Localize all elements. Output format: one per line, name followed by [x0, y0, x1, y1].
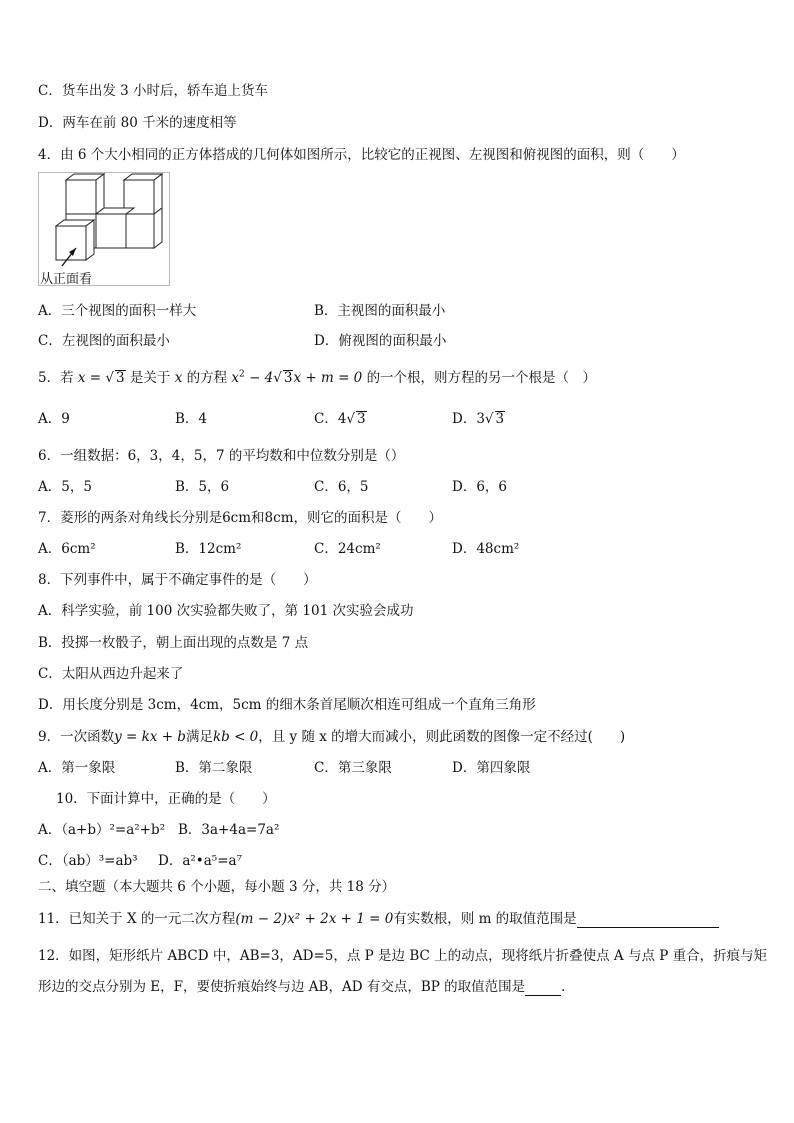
- q9-option-a: A．第一象限: [38, 760, 116, 776]
- q10-option-c: C．（ab）³=ab³: [38, 853, 138, 869]
- q5-option-c-pre: C．4: [314, 411, 347, 427]
- q8-option-a: A．科学实验，前 100 次实验都失败了，第 101 次实验会成功: [38, 603, 414, 619]
- sqrt-icon: √: [273, 370, 282, 386]
- q5-option-c-arg: 3: [357, 411, 366, 427]
- q6-option-c: C．6，5: [314, 479, 369, 495]
- q9-stem-post: ，且 y 随 x 的增大而减小，则此函数的图像一定不经过( ): [258, 729, 626, 745]
- q6-option-d: D．6，6: [452, 479, 508, 495]
- q8-option-d: D．用长度分别是 3cm，4cm，5cm 的细木条首尾顺次相连可组成一个直角三角形: [38, 697, 536, 713]
- q4-figure-caption: 从正面看: [40, 272, 93, 287]
- q5-option-a: A．9: [38, 411, 70, 427]
- q4-stem: 4．由 6 个大小相同的正方体搭成的几何体如图所示，比较它的正视图、左视图和俯视图的面积，则（ ）: [38, 147, 685, 163]
- q5-eq-a: x: [231, 370, 240, 386]
- q6-option-b: B．5，6: [175, 479, 230, 495]
- q10-stem: 10．下面计算中，正确的是（ ）: [56, 791, 276, 807]
- q4-option-b: B．主视图的面积最小: [314, 303, 446, 319]
- q5-stem-pre: 5．若: [38, 370, 74, 386]
- q12-line-2-text: 形边的交点分别为 E，F，要使折痕始终与边 AB，AD 有交点，BP 的取值范围是: [38, 979, 526, 995]
- q10-option-a: A．（a+b）²=a²+b²: [38, 822, 166, 838]
- q5-stem: 5．若 x = √ 3 是关于 x 的方程 $x^2 - 4√$ 3x + m = 0 的一个根，则方程的另一个根是（ ）: [38, 369, 597, 386]
- q7-option-d: D．48cm²: [452, 541, 520, 557]
- q10-option-d: D．a²•a⁵=a⁷: [158, 853, 242, 869]
- q7-option-a: A．6cm²: [38, 541, 96, 557]
- q11-stem-post: 有实数根，则 m 的取值范围是: [393, 911, 577, 927]
- q9-option-c: C．第三象限: [314, 760, 392, 776]
- q5-stem-mid: 是关于: [129, 370, 171, 386]
- sqrt-icon: √: [346, 411, 356, 427]
- q8-option-c: C．太阳从西边升起来了: [38, 666, 184, 682]
- q10-option-b: B．3a+4a=7a²: [178, 822, 280, 838]
- q5-sqrt-arg: 3: [116, 370, 125, 386]
- q12-answer-blank[interactable]: [525, 979, 561, 996]
- q6-stem: 6．一组数据：6，3，4，5，7 的平均数和中位数分别是（）: [38, 448, 405, 464]
- q5-stem-eq-label: 的方程: [186, 370, 228, 386]
- q9-option-d: D．第四象限: [452, 760, 531, 776]
- sqrt-icon: √: [484, 411, 494, 427]
- q9-stem-mid: 满足: [185, 729, 213, 745]
- q5-option-d-pre: D．3: [452, 411, 485, 427]
- q9-stem: [38, 728, 625, 746]
- q4-option-c: C．左视图的面积最小: [38, 333, 170, 349]
- q9-stem-pre: 9．一次函数: [38, 729, 115, 745]
- q4-option-a: A．三个视图的面积一样大: [38, 303, 197, 319]
- q7-option-c: C．24cm²: [314, 541, 381, 557]
- section-heading: 二、填空题（本大题共 6 个小题，每小题 3 分，共 18 分）: [38, 879, 396, 895]
- q3-option-d: D．两车在前 80 千米的速度相等: [38, 115, 237, 131]
- q5-option-d: [452, 410, 505, 428]
- q12-line-1: 12．如图，矩形纸片 ABCD 中，AB=3，AD=5，点 P 是边 BC 上的动点，现将纸片折叠使点 A 与点 P 重合，折痕与矩: [38, 948, 768, 964]
- q9-option-b: B．第二象限: [175, 760, 253, 776]
- q5-option-b: B．4: [175, 411, 208, 427]
- q12-end: ．: [561, 979, 575, 995]
- sqrt-icon: √: [105, 370, 115, 386]
- q7-option-b: B．12cm²: [175, 541, 242, 557]
- q4-option-d: D．俯视图的面积最小: [314, 333, 447, 349]
- q5-option-c: [314, 410, 367, 428]
- q5-var: x: [174, 370, 183, 386]
- q11-stem: [38, 910, 719, 928]
- q8-option-b: B．投掷一枚骰子，朝上面出现的点数是 7 点: [38, 635, 309, 651]
- q5-eq-c: x + m = 0: [293, 370, 363, 386]
- q5-eq-sqrt-arg: 3: [283, 370, 293, 386]
- q8-stem: 8．下列事件中，属于不确定事件的是（ ）: [38, 572, 317, 588]
- q11-answer-blank[interactable]: [577, 911, 719, 928]
- q4-figure: [38, 172, 172, 288]
- q11-stem-pre: 11．已知关于 X 的一元二次方程: [38, 911, 236, 927]
- q5-eq-b: − 4: [244, 370, 274, 386]
- q9-function: y = kx + b: [114, 729, 186, 745]
- q6-option-a: A．5，5: [38, 479, 92, 495]
- q5-x-eq: x =: [77, 370, 106, 386]
- q11-equation: (m − 2)x² + 2x + 1 = 0: [235, 911, 394, 927]
- q3-option-c: C．货车出发 3 小时后，轿车追上货车: [38, 83, 269, 99]
- q12-line-2: [38, 978, 575, 996]
- q9-condition: kb < 0: [212, 729, 259, 745]
- q7-stem: 7．菱形的两条对角线长分别是6cm和8cm，则它的面积是（ ）: [38, 510, 442, 526]
- q5-stem-post: 的一个根，则方程的另一个根是（ ）: [366, 370, 597, 386]
- q5-option-d-arg: 3: [495, 411, 505, 427]
